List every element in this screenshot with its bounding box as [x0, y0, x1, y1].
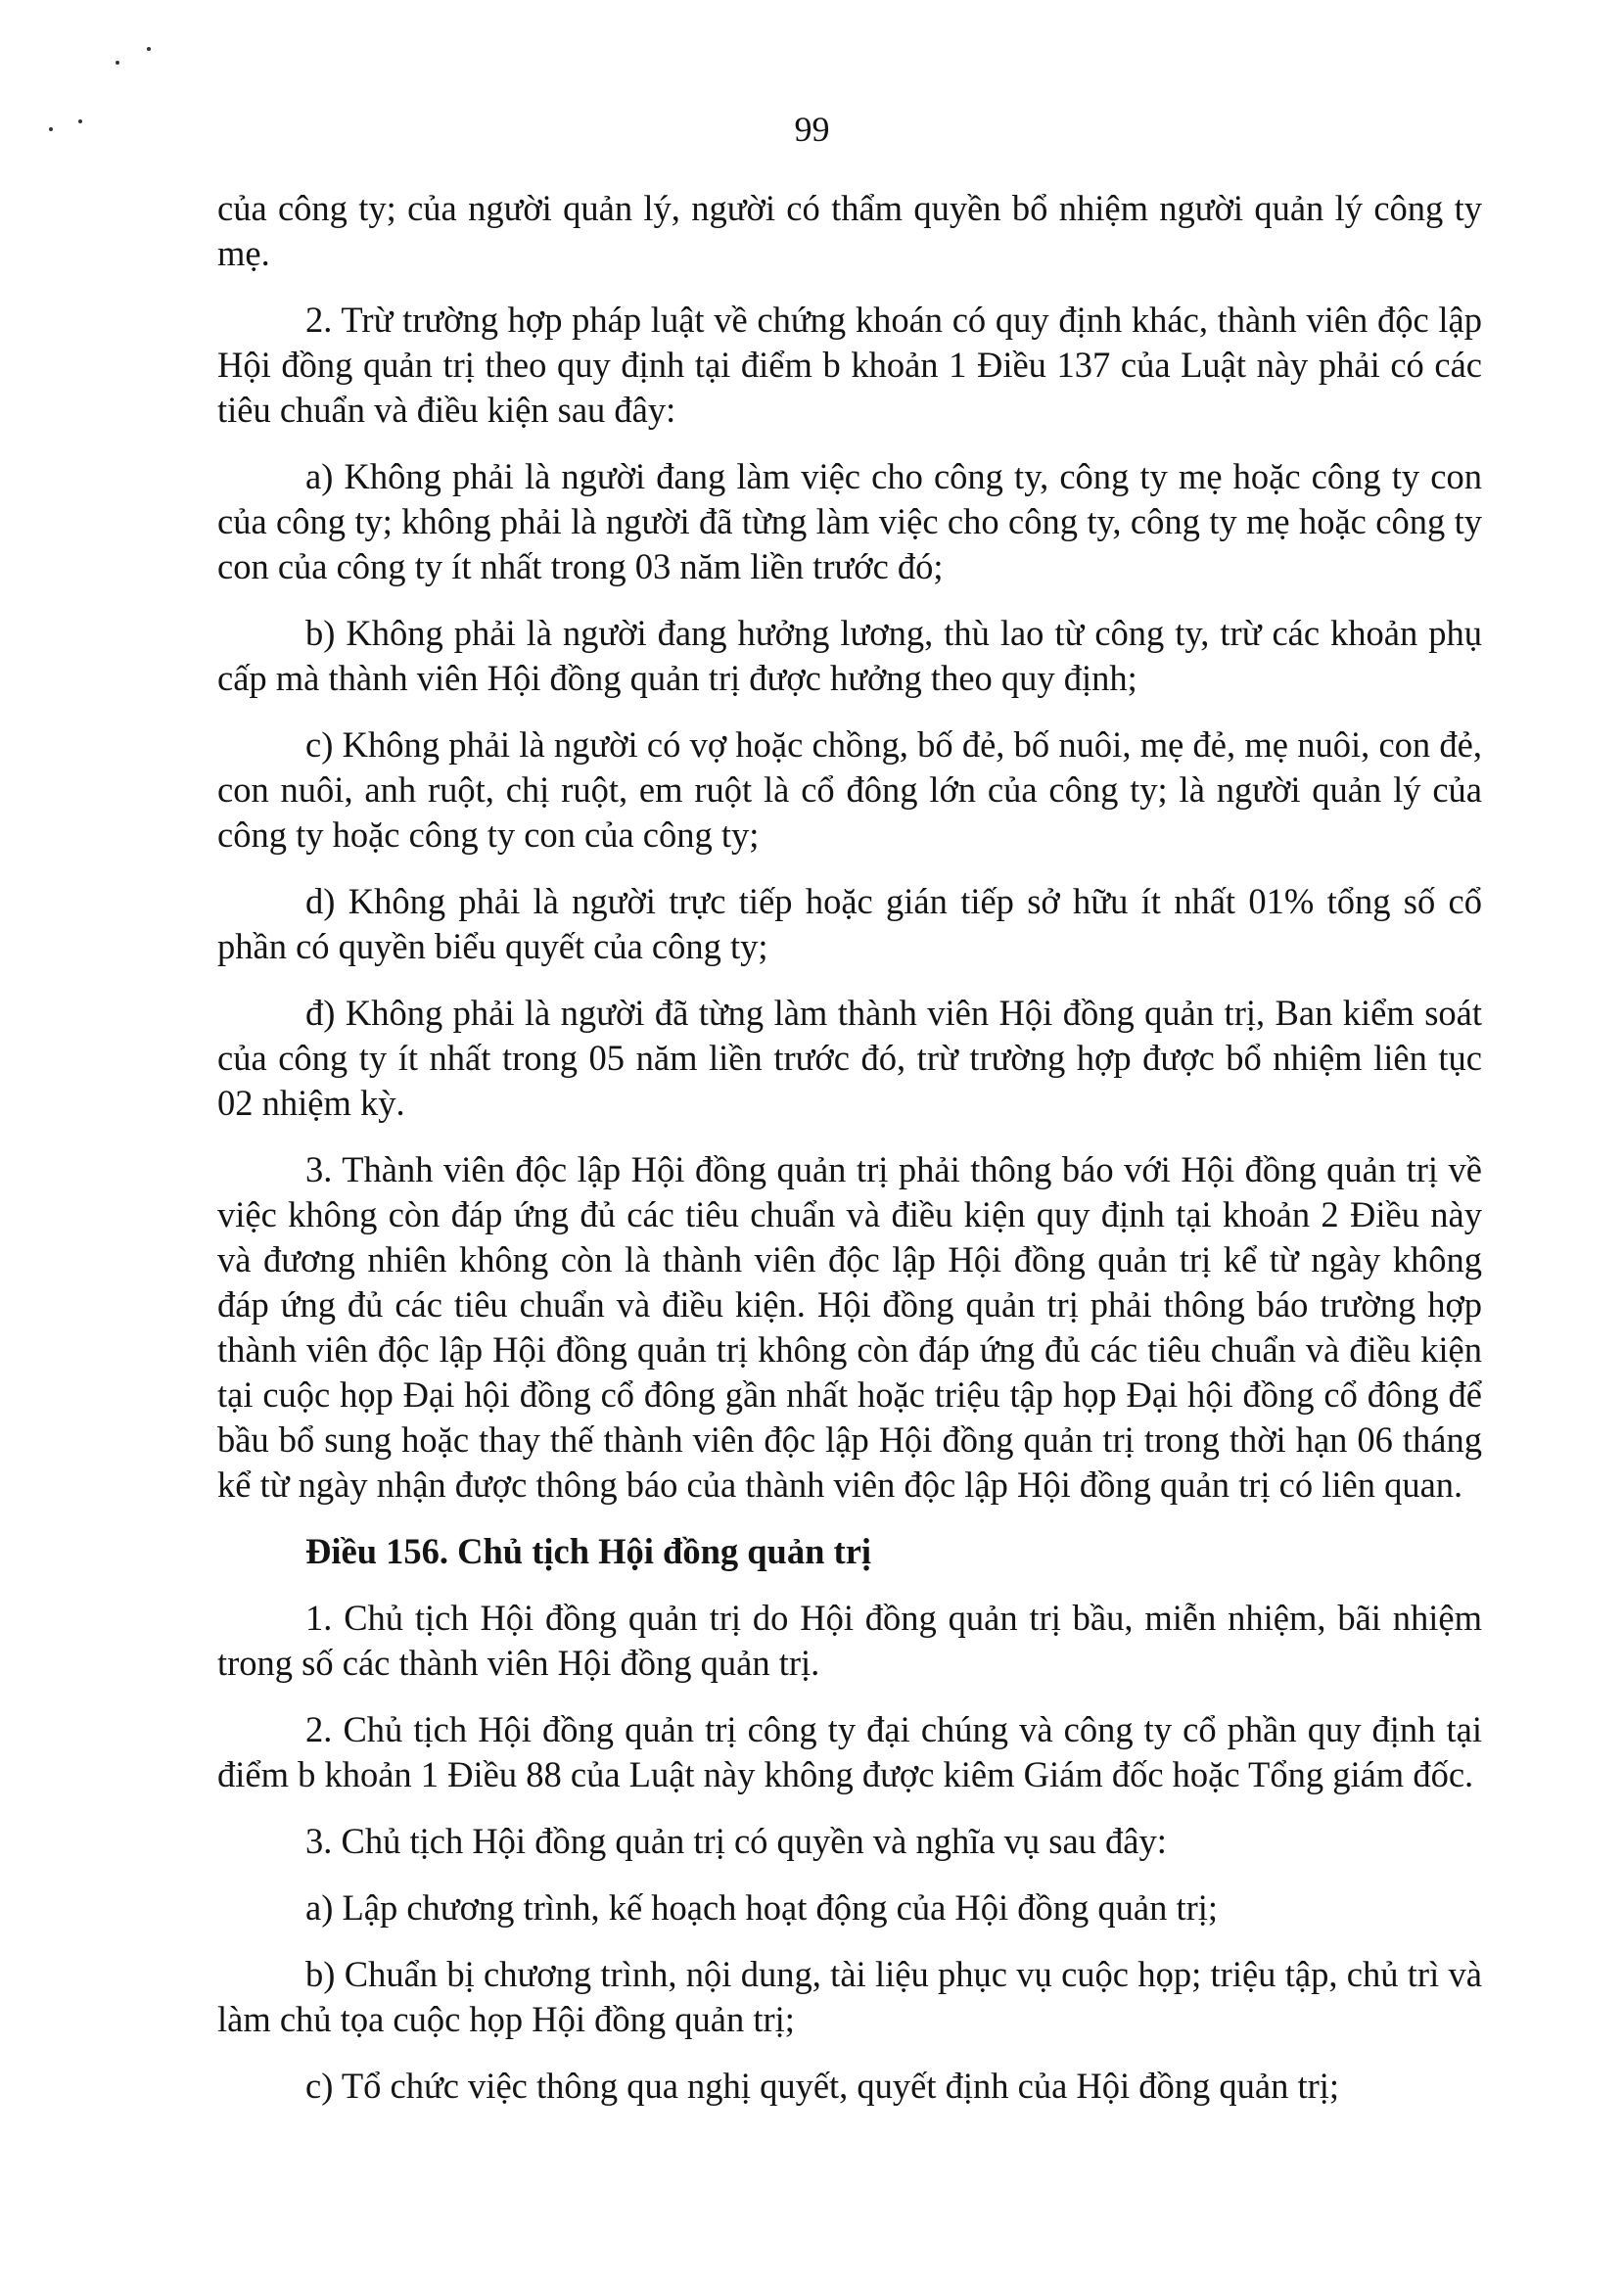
- document-body: [217, 186, 1482, 2130]
- paragraph-point-d: d) Không phải là người trực tiếp hoặc gián tiếp sở hữu ít nhất 01% tổng số cổ phần có quyền biểu quyết của công ty;: [217, 881, 1482, 966]
- paragraph-clause-3: 3. Thành viên độc lập Hội đồng quản trị phải thông báo với Hội đồng quản trị về việc không còn đáp ứng đủ các tiêu chuẩn và điều kiện quy định tại khoản 2 Điều này và đương nhiên không còn là thành viên độc lập Hội đồng quản trị kể từ ngày không đáp ứng đủ các tiêu chuẩn và điều kiện. Hội đồng quản trị phải thông báo trường hợp thành viên độc lập Hội đồng quản trị không còn đáp ứng đủ các tiêu chuẩn và điều kiện tại cuộc họp Đại hội đồng cổ đông gần nhất hoặc triệu tập họp Đại hội đồng cổ đông để bầu bổ sung hoặc thay thế thành viên độc lập Hội đồng quản trị trong thời hạn 06 tháng kể từ ngày nhận được thông báo của thành viên độc lập Hội đồng quản trị có liên quan.: [217, 1149, 1482, 1505]
- paragraph-article-156-clause-1: 1. Chủ tịch Hội đồng quản trị do Hội đồng quản trị bầu, miễn nhiệm, bãi nhiệm trong số các thành viên Hội đồng quản trị.: [217, 1598, 1482, 1683]
- paragraph-point-dd: đ) Không phải là người đã từng làm thành viên Hội đồng quản trị, Ban kiểm soát của công ty ít nhất trong 05 năm liền trước đó, trừ trường hợp được bổ nhiệm liên tục 02 nhiệm kỳ.: [217, 993, 1482, 1123]
- paragraph-clause-2: 2. Trừ trường hợp pháp luật về chứng khoán có quy định khác, thành viên độc lập Hội đồng quản trị theo quy định tại điểm b khoản 1 Điều 137 của Luật này phải có các tiêu chuẩn và điều kiện sau đây:: [217, 300, 1482, 430]
- scan-speck: [116, 61, 119, 65]
- scan-speck: [147, 47, 151, 51]
- paragraph-article-156-point-a: a) Lập chương trình, kế hoạch hoạt động của Hội đồng quản trị;: [305, 1887, 1219, 1928]
- paragraph-point-c: c) Không phải là người có vợ hoặc chồng, bố đẻ, bố nuôi, mẹ đẻ, mẹ nuôi, con đẻ, con nuôi, anh ruột, chị ruột, em ruột là cổ đông lớn của công ty; là người quản lý của công ty hoặc công ty con của công ty;: [217, 724, 1482, 855]
- paragraph-article-156-point-c: c) Tổ chức việc thông qua nghị quyết, quyết định của Hội đồng quản trị;: [305, 2066, 1340, 2106]
- paragraph-point-b: b) Không phải là người đang hưởng lương, thù lao từ công ty, trừ các khoản phụ cấp mà thành viên Hội đồng quản trị được hưởng theo quy định;: [217, 613, 1482, 698]
- paragraph-article-156-clause-2: 2. Chủ tịch Hội đồng quản trị công ty đại chúng và công ty cổ phần quy định tại điểm b khoản 1 Điều 88 của Luật này không được kiêm Giám đốc hoặc Tổng giám đốc.: [217, 1709, 1482, 1794]
- paragraph-article-156-point-b: b) Chuẩn bị chương trình, nội dung, tài liệu phục vụ cuộc họp; triệu tập, chủ trì và làm chủ tọa cuộc họp Hội đồng quản trị;: [217, 1954, 1482, 2039]
- paragraph-point-a: a) Không phải là người đang làm việc cho công ty, công ty mẹ hoặc công ty con của công ty; không phải là người đã từng làm việc cho công ty, công ty mẹ hoặc công ty con của công ty ít nhất trong 03 năm liền trước đó;: [217, 456, 1482, 586]
- paragraph-article-156-clause-3: 3. Chủ tịch Hội đồng quản trị có quyền và nghĩa vụ sau đây:: [305, 1821, 1167, 1861]
- article-heading: Điều 156. Chủ tịch Hội đồng quản trị: [305, 1531, 872, 1571]
- paragraph-continuation: của công ty; của người quản lý, người có thẩm quyền bổ nhiệm người quản lý công ty mẹ.: [217, 188, 1482, 273]
- page-number: 99: [794, 110, 830, 149]
